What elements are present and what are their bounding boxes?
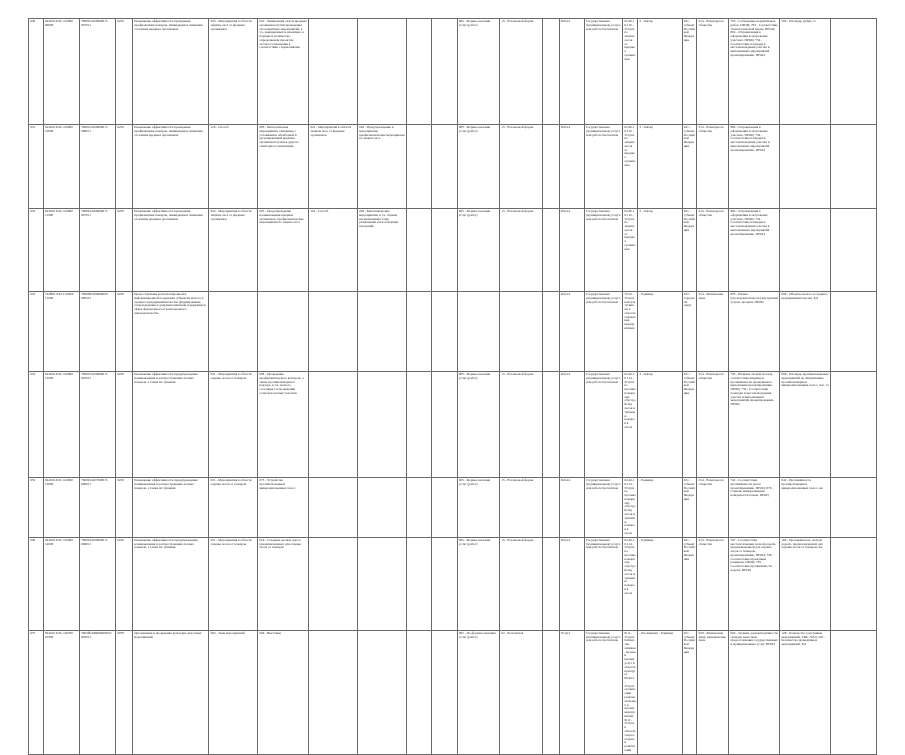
table-cell: 624010.Р.45.1.02000 10000 bbox=[43, 125, 79, 209]
table-cell bbox=[309, 478, 358, 538]
table-cell: Работа bbox=[559, 125, 584, 209]
table-cell: 7600014106000015 006011 bbox=[79, 537, 115, 630]
table-cell: 021 - Мероприятия в области охраны лесов от пожаров bbox=[209, 537, 258, 630]
table-cell bbox=[432, 372, 457, 478]
table-cell: 15 - В плановой форме bbox=[500, 372, 542, 478]
table-cell bbox=[309, 372, 358, 478]
table-cell bbox=[831, 537, 877, 630]
table-cell: Работа bbox=[559, 209, 584, 292]
table-cell: 0250 bbox=[116, 478, 133, 538]
table-cell: 096 - Площадь противопожарных мероприятий по направлению противопожарных минерализованных полос, тыс. га bbox=[780, 372, 831, 478]
table-cell: 703 - Соблюдение нормативных рубок, ПРОЦ; 793 - Соответствие технологической карты, ПРОЦ; 804 - Отграничения в оформлении и актуальных участках, ПРОЦ; 734 - Соответствие площади и местонахождения участка и выполненных мероприятий проектированию, ПРОЦ bbox=[729, 19, 780, 125]
table-cell: 7600014107000015 006011 bbox=[79, 478, 115, 538]
table-cell bbox=[357, 478, 406, 538]
table-cell: 624010.Р.45.1.02000 14000 bbox=[43, 537, 79, 630]
table-cell bbox=[406, 125, 431, 209]
table-cell: 021 - субъект Российской Федерации bbox=[682, 19, 697, 125]
table-cell: 116 - Способ bbox=[309, 209, 358, 292]
table-row bbox=[29, 630, 877, 754]
table-cell: 005 - Формы оказания услуг (работ) bbox=[457, 537, 499, 630]
table-row bbox=[29, 292, 877, 372]
table-cell: Государственная (муниципальная) услуга или работа бесплатная bbox=[585, 478, 623, 538]
table-cell: 014 - В интересах общества bbox=[697, 209, 729, 292]
table-cell: 004 - Выставки bbox=[258, 630, 309, 754]
table-cell bbox=[831, 19, 877, 125]
table-cell: 804 - Отграничения в оформлении и актуальных участках, ПРОЦ; 734 - Соответствие площади и местонахождения участка и выполненных мероприятий проектированию, ПРОЦ bbox=[729, 125, 780, 209]
table-cell: 742Й01.Р.45.1.02000 11000 bbox=[43, 292, 79, 372]
table-cell: 02.40.10.110 - Услуги по защите лесов от вредных организмов bbox=[623, 209, 638, 292]
table-cell: Организация и проведение культурно-массовых мероприятий bbox=[132, 630, 208, 754]
table-cell: 022 - Мероприятия в области защиты леса от вредных организмов bbox=[309, 125, 358, 209]
table-cell bbox=[432, 125, 457, 209]
table-cell: 624010.Р.45.1.02000 00000 bbox=[43, 19, 79, 125]
table-cell: Государственная (муниципальная) услуга или работа бесплатная bbox=[585, 372, 623, 478]
table-cell: Государственная (муниципальная) услуга или работа бесплатная bbox=[585, 125, 623, 209]
table-row bbox=[29, 209, 877, 292]
table-cell: 021 - субъект Российской Федерации bbox=[682, 478, 697, 538]
table-cell: - Единица bbox=[638, 292, 683, 372]
table-cell: 021 - субъект Российской Федерации bbox=[682, 209, 697, 292]
table-cell bbox=[457, 292, 499, 372]
table-cell: 631 bbox=[29, 125, 44, 209]
table-cell bbox=[831, 478, 877, 538]
table-cell: Государственная (муниципальная) услуга или работа бесплатная bbox=[585, 19, 623, 125]
table-cell: 023 - Предупреждение возникновения вредных организмов, профилактические мероприятия по защите леса bbox=[258, 209, 309, 292]
table-cell bbox=[357, 19, 406, 125]
table-cell: 0078 bbox=[116, 630, 133, 754]
table-cell: 116 - Способ bbox=[209, 125, 258, 209]
table-cell bbox=[432, 478, 457, 538]
table-cell bbox=[432, 537, 457, 630]
table-cell: 3 - Гектар bbox=[638, 209, 683, 292]
table-cell: Работа bbox=[559, 372, 584, 478]
table-row bbox=[29, 19, 877, 125]
table-cell: 636 bbox=[29, 537, 44, 630]
table-cell: 004 - Тема мероприятий bbox=[209, 630, 258, 754]
table-cell: 15 - В плановой форме bbox=[500, 537, 542, 630]
table-cell: Государственная (муниципальная) услуга или работа бесплатная bbox=[585, 292, 623, 372]
table-cell bbox=[542, 478, 559, 538]
table-cell: 3 - Гектар bbox=[638, 19, 683, 125]
table-cell bbox=[357, 292, 406, 372]
table-cell: - Посещение; - Единица bbox=[638, 630, 683, 754]
table-cell bbox=[432, 209, 457, 292]
table-cell bbox=[831, 292, 877, 372]
table-cell: Повышение эффективности предупреждения возникновения и распространения лесных пожаров, а также их тушения bbox=[132, 537, 208, 630]
table-cell: 020 - Предупреждение и мероприятия, профилактические мероприятия по защите леса bbox=[357, 125, 406, 209]
table-cell bbox=[406, 209, 431, 292]
table-cell: Государственная (муниципальная) услуга или работа бесплатная bbox=[585, 630, 623, 754]
table-cell: 3303Й1046000000322 002011 bbox=[79, 630, 115, 754]
table-cell: Работа bbox=[559, 478, 584, 538]
table-cell: 633 bbox=[29, 292, 44, 372]
table-cell bbox=[406, 478, 431, 538]
table-cell bbox=[831, 125, 877, 209]
table-cell: 7600014109000015 007011 bbox=[79, 19, 115, 125]
table-cell: 7600014109000015 008011 bbox=[79, 125, 115, 209]
table-cell bbox=[258, 292, 309, 372]
table-cell bbox=[831, 372, 877, 478]
table-cell bbox=[542, 19, 559, 125]
table-cell: 021 - субъект Российской Федерации bbox=[682, 125, 697, 209]
table-cell: 707 - Соответствие местоположения лесной дороги, предназначенной для охраны лесов от пожаров, проектированию, ПРОЦ; 728 - Соответствие проектным размерам, ПРОЦ; 729 - Соответствие протяжённости дороги, ПРОЦ bbox=[729, 537, 780, 630]
table-cell: 003 - Биологические мероприятия, связанные с условиями и обработкой и регулированием вредных организмов путём и другого санитарного назначения bbox=[258, 125, 309, 209]
table-cell: Повышение эффективности проведения профилактики пожаров, ликвидации и снижения отсечение вредных организмов bbox=[132, 125, 208, 209]
table-cell: 005 - Формы оказания услуг (работ) bbox=[457, 209, 499, 292]
table-cell: 014 - В интересах общества bbox=[697, 372, 729, 478]
table-cell: 742 - Соответствие протяжённости полос проектированию, ПРОЦ; 679 - Степень минерализации поверхности почвы, ПРОЦ bbox=[729, 478, 780, 538]
table-cell: 199 - Протяжённость лесной дороги, предназначенной для охраны лесов от пожаров, км bbox=[780, 537, 831, 630]
table-cell bbox=[542, 372, 559, 478]
table-cell bbox=[357, 630, 406, 754]
table-cell: - Единица bbox=[638, 478, 683, 538]
table-cell: 206 - Биотехнические мероприятия, в т.ч. охраны насекомоядных птиц, размещение и изготовление гнездовий bbox=[357, 209, 406, 292]
table-cell: 005 - По формам оказания услуг (работ) bbox=[457, 630, 499, 754]
table-cell: 7600014109000015 007011 bbox=[79, 209, 115, 292]
table-cell bbox=[780, 209, 831, 292]
table-cell: 021 - субъект Российской Федерации bbox=[682, 372, 697, 478]
table-cell: Предоставление консультационной и информационной поддержки субъектам малого и среднего предпринимательства (формирование, сопровождение и документационной поддержки) в сфере федерального и регионального законодательства bbox=[132, 292, 208, 372]
table-cell: 042 - Протяжённость противопожарных минерализованных полос, км bbox=[780, 478, 831, 538]
table-cell bbox=[309, 292, 358, 372]
table-cell: 02 - Бесплатная bbox=[500, 630, 542, 754]
table-cell bbox=[406, 372, 431, 478]
table-cell: 509 - Площадь рубки, га bbox=[780, 19, 831, 125]
table-cell: 005 - Формы оказания услуг (работ) bbox=[457, 19, 499, 125]
table-cell: 02.40.10.114 - Услуги по противопожарному обустройству лесов и тушению пожаров в лесах bbox=[623, 372, 638, 478]
table-cell bbox=[542, 292, 559, 372]
table-cell: 0250 bbox=[116, 292, 133, 372]
table-cell: Работа bbox=[559, 292, 584, 372]
table-cell: 15 - В плановой форме bbox=[500, 478, 542, 538]
table-cell: 004 - Уровень удовлетворённости граждан качеством предоставления государственных и муниципальных услуг, ПРОЦ bbox=[729, 630, 780, 754]
table-cell: 624010.Р.45.1.02000 13000 bbox=[43, 478, 79, 538]
table-cell: - Единица bbox=[638, 537, 683, 630]
table-cell bbox=[432, 630, 457, 754]
table-cell: 023 - Мероприятия в области защиты леса от вредных организмов bbox=[209, 19, 258, 125]
table-cell: 02.40.10.110 - Услуги по защите лесов от вредных организмов bbox=[623, 125, 638, 209]
table-cell bbox=[432, 19, 457, 125]
table-row bbox=[29, 478, 877, 538]
table-cell: 0250 bbox=[116, 372, 133, 478]
table-cell bbox=[780, 125, 831, 209]
table-cell: 005 - Формы оказания услуг (работ) bbox=[457, 125, 499, 209]
table-cell: Работа bbox=[559, 537, 584, 630]
table-cell: Повышение эффективности проведения профилактики пожаров, ликвидации и снижения отсечение вредных организмов bbox=[132, 19, 208, 125]
table-cell: 014 - В интересах общества bbox=[697, 537, 729, 630]
table-cell: 15 - В плановой форме bbox=[500, 125, 542, 209]
table-cell bbox=[542, 630, 559, 754]
table-cell: 624010.Р.45.1.00700 01000 bbox=[43, 630, 79, 754]
table-cell: 15 - В плановой форме bbox=[500, 209, 542, 292]
table-cell: Повышение эффективности проведения профилактики пожаров, ликвидации и снижения отсечение вредных организмов bbox=[132, 209, 208, 292]
table-cell: 029 - Физические лица; юридические лица bbox=[697, 630, 729, 754]
table-cell: Повышение эффективности предупреждения возникновения и распространения лесных пожаров, а также их тушения bbox=[132, 478, 208, 538]
table-cell: 021 - Мероприятия в области охраны лесов от пожаров bbox=[209, 478, 258, 538]
table-cell: 005 - Формы оказания услуг (работ) bbox=[457, 372, 499, 478]
table-cell: 7600001000000000 000351 bbox=[79, 292, 115, 372]
table-row bbox=[29, 125, 877, 209]
table-cell: Работа bbox=[559, 19, 584, 125]
table-cell: 02.40.10.114 - Услуги по противопожарному обустройству лесов и тушению пожаров в лесах bbox=[623, 478, 638, 538]
table-cell: 021 - субъект Российской Федерации bbox=[682, 537, 697, 630]
table-cell bbox=[209, 292, 258, 372]
table-cell: 006 - Объекты малого и среднего предпринимательства, ЕД bbox=[780, 292, 831, 372]
table-cell: 014 - В интересах общества bbox=[697, 19, 729, 125]
table-cell bbox=[831, 630, 877, 754]
table-cell bbox=[406, 292, 431, 372]
registry-sheet bbox=[28, 18, 877, 755]
table-cell: 630 bbox=[29, 19, 44, 125]
table-cell bbox=[309, 537, 358, 630]
table-cell: 005 - Планы (последовательность) внутренней услуги, процент, ПРОЦ bbox=[729, 292, 780, 372]
table-cell: 0250 bbox=[116, 19, 133, 125]
table-cell: 634 bbox=[29, 372, 44, 478]
table-cell: 014 - В интересах общества bbox=[697, 125, 729, 209]
table-cell bbox=[309, 19, 358, 125]
table-cell: 052 - городской округ bbox=[682, 292, 697, 372]
table-cell bbox=[542, 537, 559, 630]
table-cell bbox=[357, 537, 406, 630]
table-cell bbox=[406, 19, 431, 125]
table-row bbox=[29, 372, 877, 478]
table-cell: 624010.Р.45.1.02000 12000 bbox=[43, 372, 79, 478]
table-row bbox=[29, 537, 877, 630]
table-cell: Государственная (муниципальная) услуга или работа бесплатная bbox=[585, 537, 623, 630]
table-cell: 0250 bbox=[116, 209, 133, 292]
table-cell bbox=[500, 292, 542, 372]
table-cell bbox=[542, 209, 559, 292]
table-cell: 624010.Р.45.1.02000 11000 bbox=[43, 209, 79, 292]
table-cell: 014 - Физические лица bbox=[697, 292, 729, 372]
table-cell: 128 - Количество участников мероприятий, ТЫС. ЧЕЛ; 225 - Количество проведённых мероприятий, ЕД bbox=[780, 630, 831, 754]
table-cell: 635 bbox=[29, 478, 44, 538]
table-cell bbox=[406, 537, 431, 630]
table-cell: 91.0 - Услуги библиотек, архивов, музеев и прочих услуг в области культуры; 90.29.2 - Услуги организации развлекательных и прочих мероприятий; 91.0 - Услуги в области спорта, отдыха и развлечений bbox=[623, 630, 638, 754]
table-cell bbox=[542, 125, 559, 209]
table-cell bbox=[309, 630, 358, 754]
table-cell bbox=[432, 292, 457, 372]
table-cell: 02.40.10.110 - Услуги по защите лесов от вредных организмов bbox=[623, 19, 638, 125]
table-cell: 014 - В интересах общества bbox=[697, 478, 729, 538]
table-cell: 073 - Устройство противопожарных минерализованных полос bbox=[258, 478, 309, 538]
table-cell bbox=[357, 372, 406, 478]
registry-table bbox=[28, 18, 877, 755]
table-cell: 632 bbox=[29, 209, 44, 292]
table-cell: 745 - Наличие лесной полосы, соответствие ширины и протяжённости проведённого выполнения проектированию, ПРОЦ; 734 - Соответствие площади и местонахождения участка и выполненных мероприятий проектированию, ПРОЦ bbox=[729, 372, 780, 478]
table-cell: 0250 bbox=[116, 537, 133, 630]
table-cell bbox=[406, 630, 431, 754]
table-cell: 3 - Гектар bbox=[638, 372, 683, 478]
table-cell: 006 - Проведение профилактического контроля, а также противопожарного надзора, в т.ч. лесного, состоящего в проведении осмотров лесных участков bbox=[258, 372, 309, 478]
table-cell: 005 - Формы оказания услуг (работ) bbox=[457, 478, 499, 538]
table-cell: Государственная (муниципальная) услуга или работа бесплатная bbox=[585, 209, 623, 292]
table-cell: 022 - Мероприятия в области защиты леса от вредных организмов bbox=[209, 209, 258, 292]
table-cell: 016 - Создание лесных дорог, предназначенных для охраны лесов от пожаров bbox=[258, 537, 309, 630]
table-cell: Повышение эффективности предупреждения возникновения и распространения лесных пожаров, а также их тушения bbox=[132, 372, 208, 478]
table-cell bbox=[831, 209, 877, 292]
table-cell: 7600014109000015 005011 bbox=[79, 372, 115, 478]
table-cell: 70.22 - Услуги консультативные в области управления предприятием bbox=[623, 292, 638, 372]
table-cell: 0250 bbox=[116, 125, 133, 209]
table-cell: 010 - Ликвидация очагов вредных организмов путём проведения лесозащитных мероприятий, в т.ч. авиационных и наземных, в порядке и количестве, определяемом проектом лесовосстановления в соответствии с нормативами bbox=[258, 19, 309, 125]
table-cell: 3 - Гектар bbox=[638, 125, 683, 209]
table-cell: 021 - субъект Российской Федерации bbox=[682, 630, 697, 754]
table-cell: 15 - В плановой форме bbox=[500, 19, 542, 125]
table-cell: 021 - Мероприятия в области охраны лесов от пожаров bbox=[209, 372, 258, 478]
table-cell: 804 - Отграничения в оформлении и актуальных участках, ПРОЦ; 734 - Соответствие площади и местонахождения участка и выполненных мероприятий проектированию, ПРОЦ bbox=[729, 209, 780, 292]
table-cell: 637 bbox=[29, 630, 44, 754]
table-cell: 02.40.10.114 - Услуги по противопожарному обустройству лесов и тушению пожаров в лесах bbox=[623, 537, 638, 630]
table-cell: Услуга bbox=[559, 630, 584, 754]
